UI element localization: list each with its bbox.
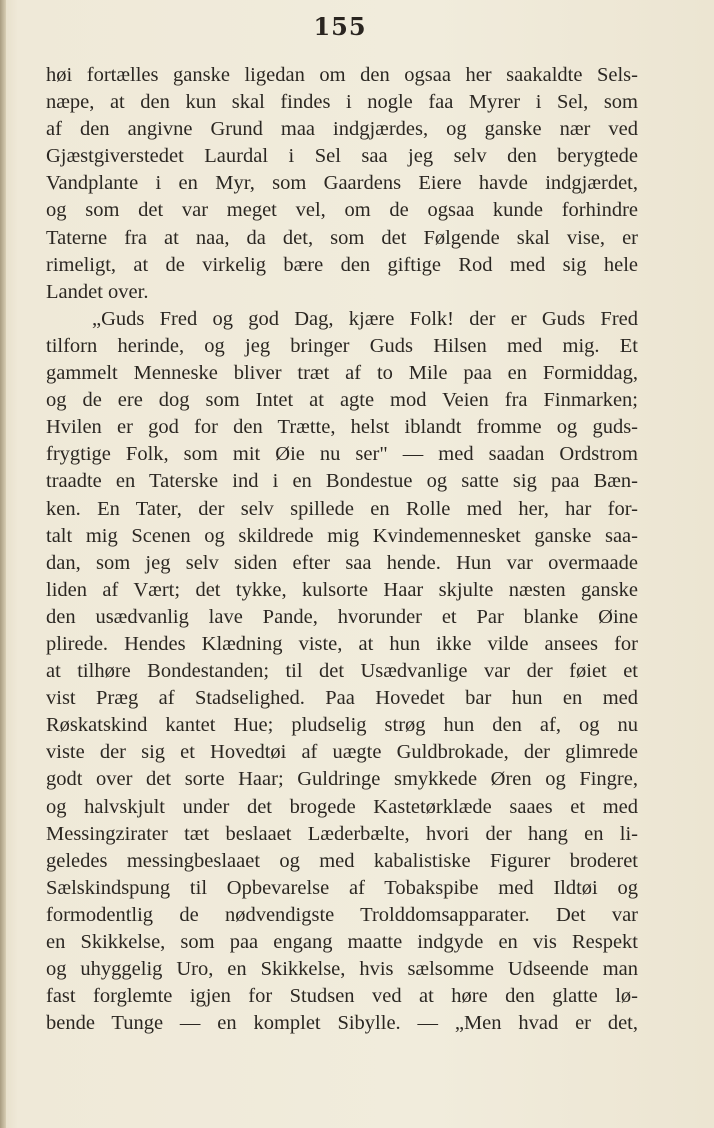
text-line: geledes messingbeslaaet og med kabalistiske Figurer broderet xyxy=(46,849,638,872)
body-text xyxy=(46,62,638,1037)
text-line: frygtige Folk, som mit Øie nu ser" — med saadan Ordstrom xyxy=(46,443,638,466)
text-line: vist Præg af Stadselighed. Paa Hovedet bar hun en med xyxy=(46,687,638,710)
text-line: Hvilen er god for den Trætte, helst iblandt fromme og guds- xyxy=(46,416,638,439)
text-line: og uhyggelig Uro, en Skikkelse, hvis sælsomme Udseende man xyxy=(46,958,638,981)
text-line: formodentlig de nødvendigste Trolddomsapparater. Det var xyxy=(46,903,638,926)
text-line: den usædvanlig lave Pande, hvorunder et Par blanke Øine xyxy=(46,605,638,628)
text-line: næpe, at den kun skal findes i nogle faa Myrer i Sel, som xyxy=(46,91,638,114)
text-line: Gjæstgiverstedet Laurdal i Sel saa jeg selv den berygtede xyxy=(46,145,638,168)
text-line: „Guds Fred og god Dag, kjære Folk! der er Guds Fred xyxy=(92,307,638,330)
text-line: bende Tunge — en komplet Sibylle. — „Men hvad er det, xyxy=(46,1012,638,1035)
text-line: en Skikkelse, som paa engang maatte indgyde en vis Respekt xyxy=(46,931,638,953)
text-line: Vandplante i en Myr, som Gaardens Eiere havde indgjærdet, xyxy=(46,172,638,195)
text-line: liden af Vært; det tykke, kulsorte Haar skjulte næsten ganske xyxy=(46,578,638,601)
text-line: at tilhøre Bondestanden; til det Usædvanlige var der føiet et xyxy=(46,660,638,683)
text-line: viste der sig et Hovedtøi af uægte Guldbrokade, der glimrede xyxy=(46,741,638,764)
text-line: traadte en Taterske ind i en Bondestue og satte sig paa Bæn- xyxy=(46,470,638,493)
text-line: og halvskjult under det brogede Kastetørklæde saaes et med xyxy=(46,795,638,818)
text-line: Messingzirater tæt beslaaet Læderbælte, hvori der hang en li- xyxy=(46,822,638,845)
text-line: dan, som jeg selv siden efter saa hende. Hun var overmaade xyxy=(46,551,638,574)
text-line: ken. En Tater, der selv spillede en Rolle med her, har for- xyxy=(46,497,638,520)
text-line: tilforn herinde, og jeg bringer Guds Hilsen med mig. Et xyxy=(46,334,638,357)
text-line: rimeligt, at de virkelig bære den giftige Rod med sig hele xyxy=(46,253,638,276)
text-line: og de ere dog som Intet at agte mod Veien fra Finmarken; xyxy=(46,389,638,412)
text-line: Landet over. xyxy=(46,280,149,303)
text-line: og som det var meget vel, om de ogsaa kunde forhindre xyxy=(46,199,638,222)
text-line: godt over det sorte Haar; Guldringe smykkede Øren og Fingre, xyxy=(46,768,638,791)
text-line: Taterne fra at naa, da det, som det Følgende skal vise, er xyxy=(46,226,638,249)
text-line: fast forglemte igjen for Studsen ved at høre den glatte lø- xyxy=(46,985,638,1008)
page-number: 155 xyxy=(313,12,367,41)
text-line: høi fortælles ganske ligedan om den ogsaa her saakaldte Sels- xyxy=(46,64,638,86)
text-line: Sælskindspung til Opbevarelse af Tobakspibe med Ildtøi og xyxy=(46,876,638,899)
text-line: af den angivne Grund maa indgjærdes, og ganske nær ved xyxy=(46,118,638,141)
text-line: Røskatskind kantet Hue; pludselig strøg hun den af, og nu xyxy=(46,714,638,737)
text-line: plirede. Hendes Klædning viste, at hun ikke vilde ansees for xyxy=(46,632,638,655)
text-line: gammelt Menneske bliver træt af to Mile paa en Formiddag, xyxy=(46,362,638,385)
page-binding-edge xyxy=(0,0,6,1128)
text-line: talt mig Scenen og skildrede mig Kvindemennesket ganske saa- xyxy=(46,524,638,547)
